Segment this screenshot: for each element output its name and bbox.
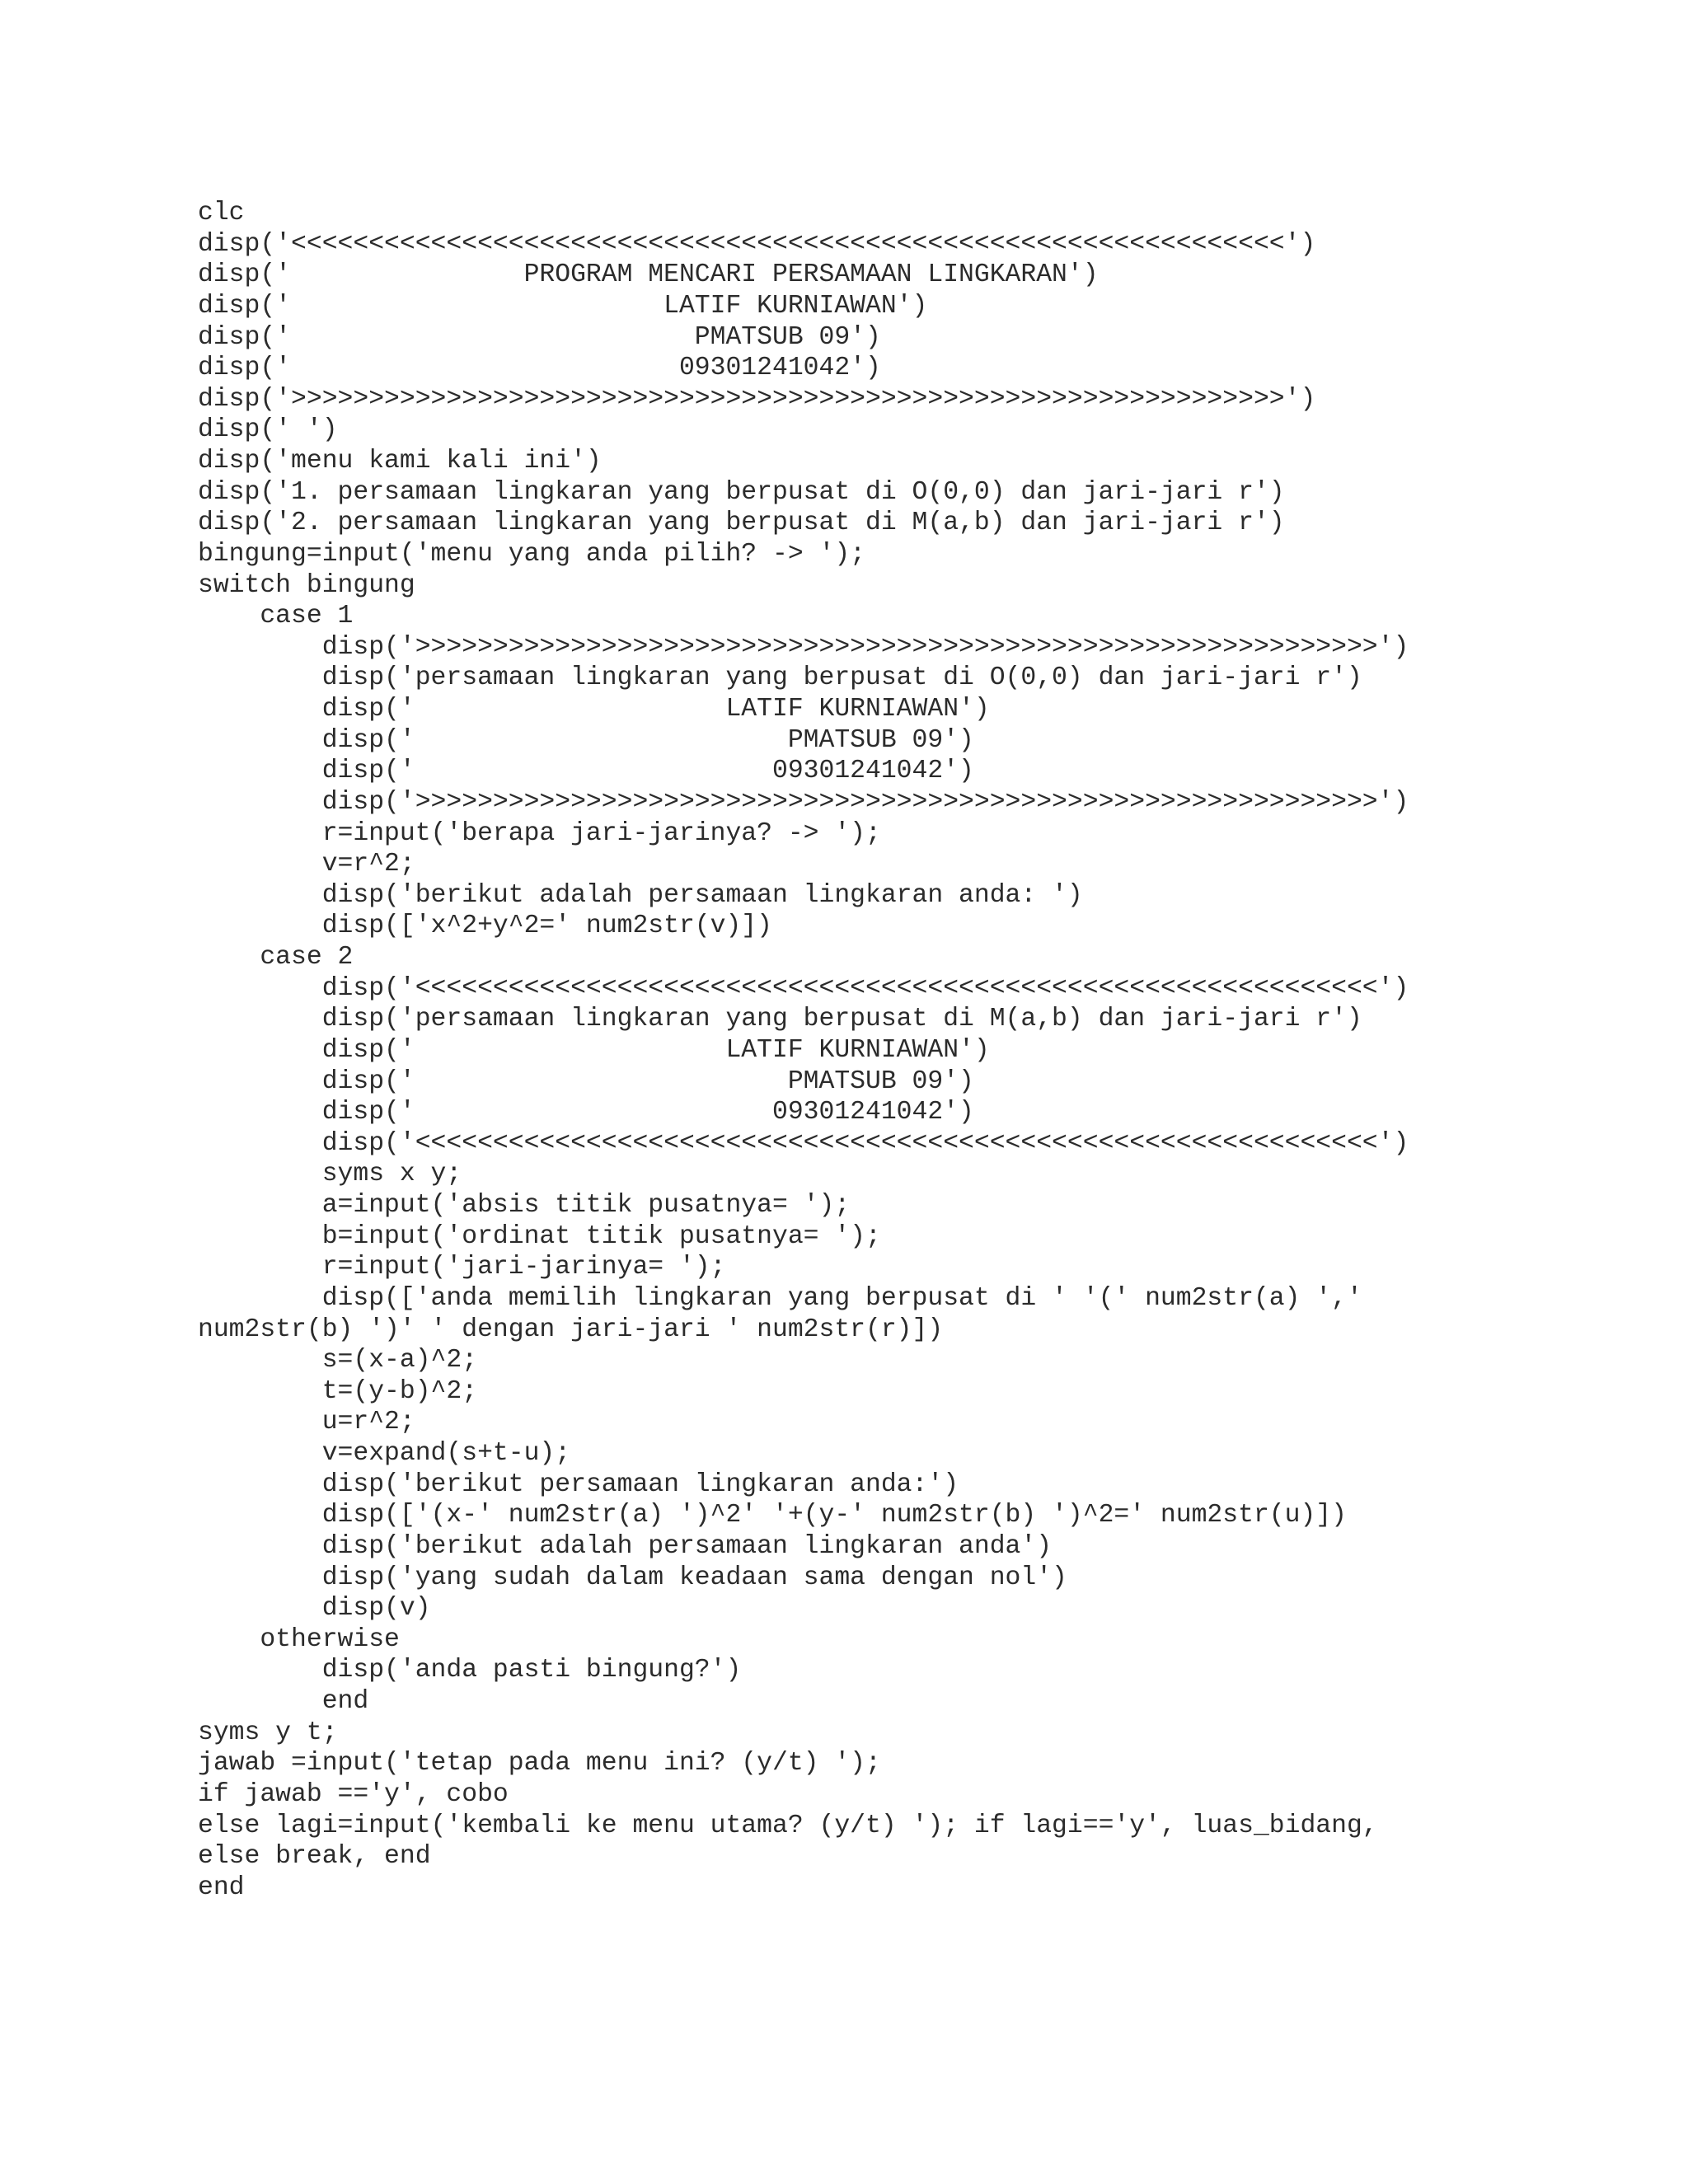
code-line: disp('anda pasti bingung?') [198, 1656, 742, 1685]
code-line: disp(' LATIF KURNIAWAN') [198, 695, 990, 724]
code-line: disp('<<<<<<<<<<<<<<<<<<<<<<<<<<<<<<<<<<<<<<<<<<<<<<<<<<<<<<<<<<<<<<') [198, 973, 1409, 1003]
code-line: v=r^2; [198, 850, 415, 879]
code-line: disp(' 09301241042') [198, 354, 881, 383]
code-line: syms x y; [198, 1160, 462, 1189]
code-line: disp('<<<<<<<<<<<<<<<<<<<<<<<<<<<<<<<<<<<<<<<<<<<<<<<<<<<<<<<<<<<<<<') [198, 1128, 1409, 1158]
code-line: otherwise [198, 1624, 400, 1654]
code-listing [198, 198, 1665, 1903]
code-line: else lagi=input('kembali ke menu utama? (y/t) '); if lagi=='y', luas_bidang, [198, 1811, 1378, 1840]
code-line: v=expand(s+t-u); [198, 1439, 571, 1468]
code-line: disp('berikut persamaan lingkaran anda:') [198, 1469, 959, 1499]
code-line: end [198, 1687, 369, 1716]
code-line: disp(' 09301241042') [198, 757, 974, 786]
code-line: disp('yang sudah dalam keadaan sama dengan nol') [198, 1563, 1067, 1592]
code-line: disp(v) [198, 1594, 431, 1624]
code-line: disp(['anda memilih lingkaran yang berpusat di ' '(' num2str(a) ',' [198, 1283, 1362, 1313]
code-line: disp('berikut adalah persamaan lingkaran anda: ') [198, 880, 1083, 910]
code-line: b=input('ordinat titik pusatnya= '); [198, 1221, 881, 1251]
code-line: disp('>>>>>>>>>>>>>>>>>>>>>>>>>>>>>>>>>>>>>>>>>>>>>>>>>>>>>>>>>>>>>>') [198, 787, 1409, 817]
code-line: disp(' LATIF KURNIAWAN') [198, 291, 928, 321]
code-line: u=r^2; [198, 1408, 415, 1437]
code-line: disp(' PMATSUB 09') [198, 1066, 974, 1096]
code-line: jawab =input('tetap pada menu ini? (y/t) '); [198, 1749, 881, 1779]
code-line: disp('2. persamaan lingkaran yang berpusat di M(a,b) dan jari-jari r') [198, 509, 1285, 538]
code-line: case 1 [198, 602, 354, 631]
code-line: disp(' PMATSUB 09') [198, 322, 881, 352]
code-line: else break, end [198, 1842, 431, 1872]
code-line: disp('persamaan lingkaran yang berpusat di O(0,0) dan jari-jari r') [198, 663, 1362, 693]
code-line: bingung=input('menu yang anda pilih? -> '); [198, 539, 866, 569]
code-line: r=input('jari-jarinya= '); [198, 1253, 726, 1282]
code-line: disp('menu kami kali ini') [198, 447, 602, 476]
code-line: case 2 [198, 943, 354, 972]
code-line: disp(' PROGRAM MENCARI PERSAMAAN LINGKARAN') [198, 260, 1099, 290]
code-line: disp('persamaan lingkaran yang berpusat di M(a,b) dan jari-jari r') [198, 1005, 1362, 1034]
code-line: disp('1. persamaan lingkaran yang berpusat di O(0,0) dan jari-jari r') [198, 477, 1285, 507]
code-line: switch bingung [198, 570, 415, 600]
code-line: disp('berikut adalah persamaan lingkaran anda') [198, 1531, 1053, 1561]
code-line: disp('>>>>>>>>>>>>>>>>>>>>>>>>>>>>>>>>>>>>>>>>>>>>>>>>>>>>>>>>>>>>>>') [198, 632, 1409, 662]
code-line: syms y t; [198, 1718, 338, 1747]
code-line: disp(' ') [198, 415, 338, 445]
code-line: disp('>>>>>>>>>>>>>>>>>>>>>>>>>>>>>>>>>>>>>>>>>>>>>>>>>>>>>>>>>>>>>>>>') [198, 384, 1316, 414]
code-line: t=(y-b)^2; [198, 1376, 478, 1406]
code-line: disp(['x^2+y^2=' num2str(v)]) [198, 912, 772, 941]
code-line: disp(['(x-' num2str(a) ')^2' '+(y-' num2str(b) ')^2=' num2str(u)]) [198, 1501, 1347, 1530]
code-line: disp('<<<<<<<<<<<<<<<<<<<<<<<<<<<<<<<<<<<<<<<<<<<<<<<<<<<<<<<<<<<<<<<<') [198, 229, 1316, 259]
code-line: s=(x-a)^2; [198, 1346, 478, 1376]
code-line: a=input('absis titik pusatnya= '); [198, 1191, 851, 1220]
code-line: disp(' PMATSUB 09') [198, 725, 974, 755]
code-line: disp(' 09301241042') [198, 1098, 974, 1127]
code-line: end [198, 1872, 245, 1902]
code-line: r=input('berapa jari-jarinya? -> '); [198, 818, 881, 848]
code-line: num2str(b) ')' ' dengan jari-jari ' num2str(r)]) [198, 1315, 944, 1344]
code-line: disp(' LATIF KURNIAWAN') [198, 1035, 990, 1065]
code-line: if jawab =='y', cobo [198, 1779, 509, 1809]
code-line: clc [198, 199, 245, 227]
